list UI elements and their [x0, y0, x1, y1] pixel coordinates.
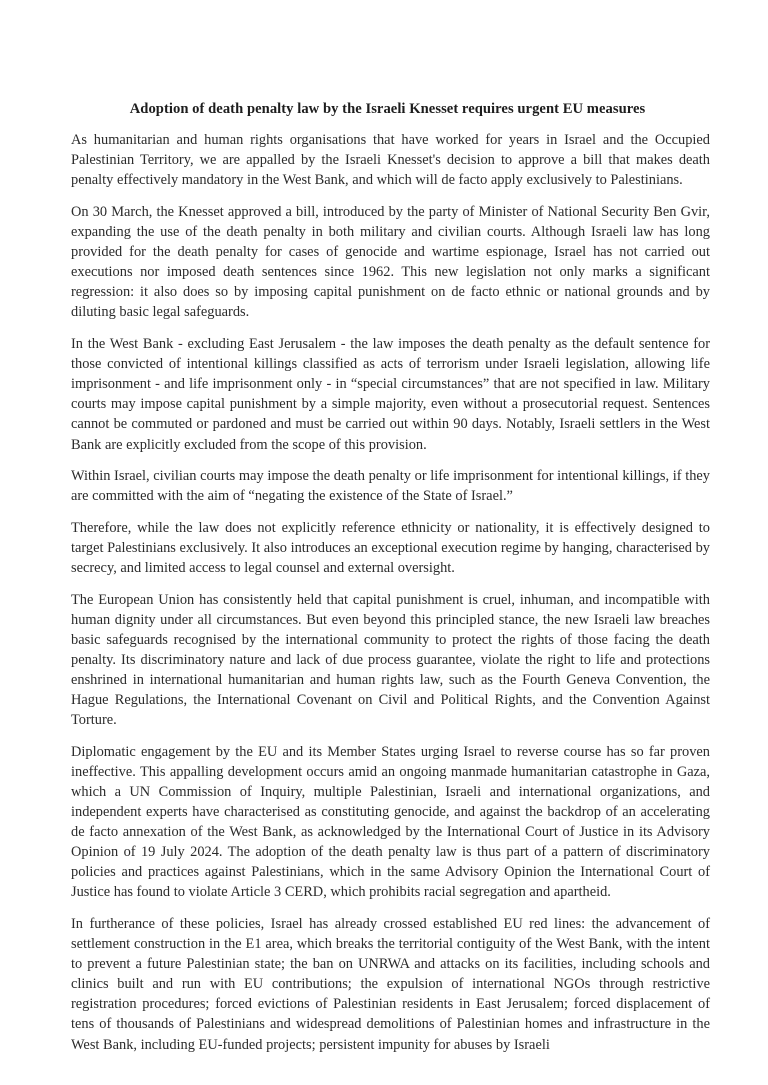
document-body — [71, 100, 710, 1055]
paragraph-discriminatory-design: Therefore, while the law does not explicitly reference ethnicity or nationality, it is effectively designed to target Palestinians exclusively. It also introduces an exceptional execution regime by hanging, characterised by secrecy, and limited access to legal counsel and external oversight. — [71, 519, 710, 577]
paragraph-west-bank-provisions: In the West Bank - excluding East Jerusalem - the law imposes the death penalty as the default sentence for those convicted of intentional killings classified as acts of terrorism under Israeli legislation, allowing life imprisonment - and life imprisonment only - in “special circumstances” that are not specified in law. Military courts may impose capital punishment by a simple majority, even without a prosecutorial request. Sentences cannot be commuted or pardoned and must be carried out within 90 days. Notably, Israeli settlers in the West Bank are explicitly excluded from the scope of this provision. — [71, 336, 710, 453]
paragraph-diplomatic-engagement: Diplomatic engagement by the EU and its Member States urging Israel to reverse course has so far proven ineffective. This appalling development occurs amid an ongoing manmade humanitarian catastrophe in Gaza, which a UN Commission of Inquiry, multiple Palestinian, Israeli and international organizations, and independent experts have characterised as constituting genocide, and against the backdrop of an accelerating de facto annexation of the West Bank, as acknowledged by the International Court of Justice in its Advisory Opinion of 19 July 2024. The adoption of the death penalty law is thus part of a pattern of discriminatory policies and practices against Palestinians, which in the same Advisory Opinion the International Court of Justice has found to violate Article 3 CERD, which prohibits racial segregation and apartheid. — [71, 743, 710, 901]
paragraph-eu-red-lines: In furtherance of these policies, Israel has already crossed established EU red lines: the advancement of settlement construction in the E1 area, which breaks the territorial contiguity of the West Bank, with the intent to prevent a future Palestinian state; the ban on UNRWA and attacks on its facilities, including schools and clinics built and run with EU contributions; the expulsion of international NGOs through restrictive registration procedures; forced evictions of Palestinian residents in East Jerusalem; forced displacement of tens of thousands of Palestinians and widespread demolitions of Palestinian homes and infrastructure in the West Bank, including EU-funded projects; persistent impunity for abuses by Israeli — [71, 916, 710, 1053]
paragraph-eu-position: The European Union has consistently held that capital punishment is cruel, inhuman, and incompatible with human dignity under all circumstances. But even beyond this principled stance, the new Israeli law breaches basic safeguards recognised by the international community to protect the rights of those facing the death penalty. Its discriminatory nature and lack of due process guarantee, violate the right to life and protections enshrined in international humanitarian and human rights law, such as the Fourth Geneva Convention, the Hague Regulations, the International Covenant on Civil and Political Rights, and the Convention Against Torture. — [71, 591, 710, 729]
paragraph-knesset-bill: On 30 March, the Knesset approved a bill, introduced by the party of Minister of National Security Ben Gvir, expanding the use of the death penalty in both military and civilian courts. Although Israeli law has long provided for the death penalty for cases of genocide and wartime espionage, Israel has not carried out executions nor imposed death sentences since 1962. This new legislation not only marks a significant regression: it also does so by imposing capital punishment on de facto ethnic or national grounds and by diluting basic legal safeguards. — [71, 204, 710, 321]
paragraph-within-israel: Within Israel, civilian courts may impose the death penalty or life imprisonment for intentional killings, if they are committed with the aim of “negating the existence of the State of Israel.” — [71, 468, 710, 505]
paragraph-intro: As humanitarian and human rights organisations that have worked for years in Israel and the Occupied Palestinian Territory, we are appalled by the Israeli Knesset's decision to approve a bill that makes death penalty effectively mandatory in the West Bank, and which will de facto apply exclusively to Palestinians. — [71, 132, 710, 189]
page-title: Adoption of death penalty law by the Israeli Knesset requires urgent EU measures — [129, 101, 646, 117]
